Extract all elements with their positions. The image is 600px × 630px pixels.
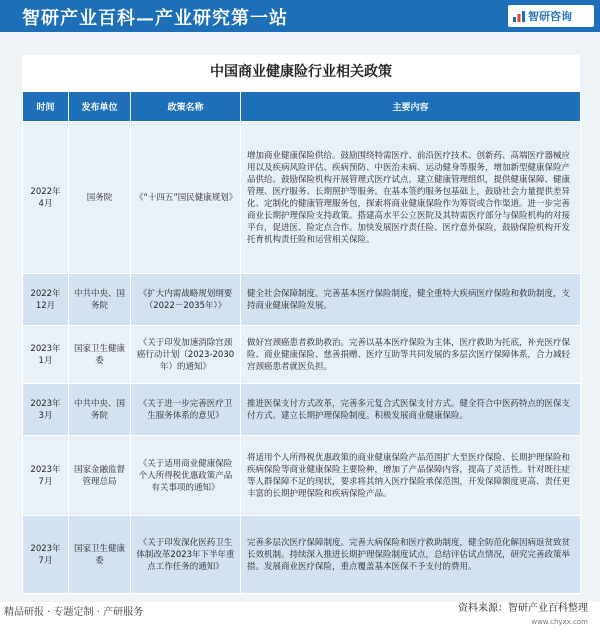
cell-publisher: 中共中央、国务院	[69, 274, 131, 326]
cell-time: 2022年 4月	[23, 122, 69, 274]
cell-time: 2023年 7月	[23, 436, 69, 516]
table-row	[23, 436, 581, 516]
page-title: 中国商业健康险行业相关政策	[210, 64, 392, 80]
column-header-policy: 政策名称	[131, 92, 241, 122]
cell-policy: 《关于适用商业健康保险个人所得税优惠政策产品有关事项的通知》	[131, 436, 241, 516]
cell-publisher: 国家卫生健康委	[69, 326, 131, 384]
cell-publisher: 中共中央、国务院	[69, 384, 131, 436]
cell-content: 将适用个人所得税优惠政策的商业健康保险产品范围扩大至医疗保险、长期护理保险和疾病保险等商业健康保险主要险种，增加了产品保障内容，提高了灵活性。针对既往症等人群保障不足的现状，要求将其纳入医疗保险承保范围，开发保障额度更高、责任更丰富的长期护理保险和疾病保险产品。	[241, 436, 581, 516]
table-row	[23, 122, 581, 274]
cell-publisher: 国务院	[69, 122, 131, 274]
column-header-content: 主要内容	[241, 92, 581, 122]
column-header-publisher: 发布单位	[69, 92, 131, 122]
cell-policy: 《“十四五”国民健康规划》	[131, 122, 241, 274]
cell-policy: 《扩大内需战略规划纲要（2022－2035年）》	[131, 274, 241, 326]
bar-chart-logo-icon	[512, 9, 526, 23]
policy-panel	[22, 55, 580, 591]
cell-policy: 《关于印发加速消除宫颈癌行动计划（2023-2030年）的通知》	[131, 326, 241, 384]
cell-content: 增加商业健康保险供给。鼓励围绕特需医疗、前沿医疗技术、创新药、高端医疗器械应用以及疾病风险评估、疾病预防、中医治未病、运动健身等服务，增加新型健康保险产品供给。鼓励保险机构开展管理式医疗试点，建立健康管理组织，提供健康保障、健康管理、医疗服务、长期照护等服务。在基本签约服务包基础上，鼓励社会力量提供差异化、定制化的健康管理服务包，探索将商业健康保险作为筹资或合作渠道。进一步完善商业长期护理保险支持政策。搭建高水平公立医院及其特需医疗部分与保险机构的对接平台，促进医、险定点合作。加快发展医疗责任险、医疗意外保险，鼓励保险机构开发托育机构责任险和运营相关保险。	[241, 122, 581, 274]
footer-tagline: 精品研报 · 专题定制 · 产研服务	[4, 607, 144, 618]
cell-time: 2023年 3月	[23, 384, 69, 436]
cell-content: 健全社会保障制度。完善基本医疗保险制度，健全重特大疾病医疗保险和救助制度，支持商业健康保险发展。	[241, 274, 581, 326]
data-source: 资料来源：智研产业百科整理	[458, 603, 588, 614]
cell-policy: 《关于印发深化医药卫生体制改革2023年下半年重点工作任务的通知》	[131, 516, 241, 594]
cell-time: 2023年 1月	[23, 326, 69, 384]
cell-policy: 《关于进一步完善医疗卫生服务体系的意见》	[131, 384, 241, 436]
policy-table	[22, 91, 581, 594]
cell-content: 推进医保支付方式改革，完善多元复合式医保支付方式。健全符合中医药特点的医保支付方式。建立长期护理保险制度。积极发展商业健康保险。	[241, 384, 581, 436]
cell-time: 2023年 7月	[23, 516, 69, 594]
cell-time: 2022年 12月	[23, 274, 69, 326]
cell-content: 完善多层次医疗保障制度。完善大病保险和医疗救助制度，健全防范化解因病返贫致贫长效机制。持续深入推进长期护理保险制度试点，总结评估试点情况，研究完善政策举措。发展商业医疗保险，重点覆盖基本医保不予支付的费用。	[241, 516, 581, 594]
column-header-time: 时间	[23, 92, 69, 122]
cell-publisher: 国家金融监督管理总局	[69, 436, 131, 516]
table-row	[23, 326, 581, 384]
header-bar	[0, 0, 600, 32]
table-row	[23, 384, 581, 436]
table-row	[23, 274, 581, 326]
table-row	[23, 516, 581, 594]
table-header-row	[23, 92, 581, 122]
cell-content: 做好宫颈癌患者救助救治。完善以基本医疗保险为主体，医疗救助为托底，补充医疗保险、商业健康保险、慈善捐赠、医疗互助等共同发展的多层次医疗保障体系，合力减轻宫颈癌患者就医负担。	[241, 326, 581, 384]
cell-publisher: 国家卫生健康委	[69, 516, 131, 594]
logo-text: 智研咨询	[528, 10, 572, 23]
site-title: 智研产业百科—产业研究第一站	[22, 8, 288, 29]
brand-logo[interactable]	[508, 5, 594, 27]
footer-url[interactable]: www.chyxx.com	[531, 618, 588, 626]
